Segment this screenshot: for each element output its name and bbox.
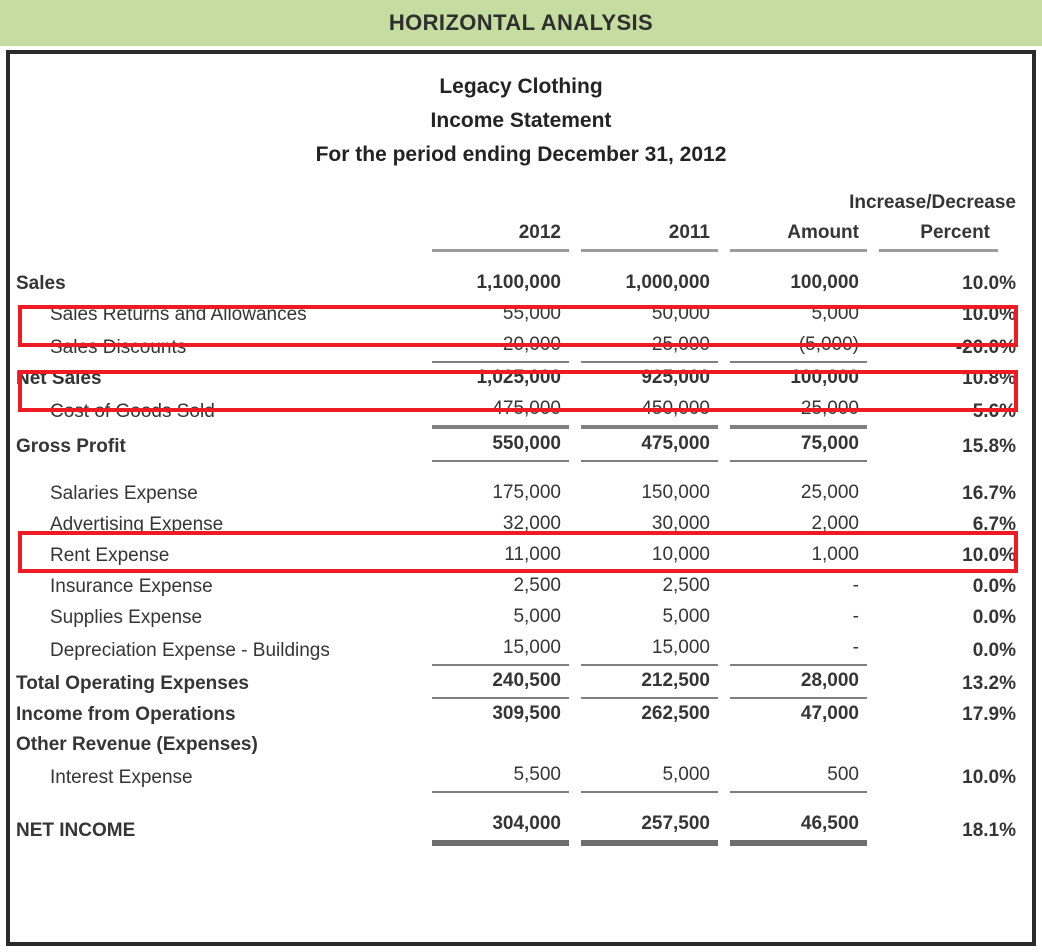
row-value-2011: [569, 760, 718, 793]
row-value-2011: [569, 363, 718, 394]
table-row: [16, 363, 1016, 394]
row-value-2012-text: 304,000: [432, 809, 569, 846]
column-header-2012: [420, 218, 569, 252]
row-value-2011-text: 150,000: [641, 482, 710, 503]
report-title: Income Statement: [430, 109, 612, 132]
column-header-percent-label: Percent: [879, 218, 998, 252]
row-value-amount-text: 5,000: [811, 303, 859, 324]
row-label: Interest Expense: [50, 767, 193, 788]
row-value-amount: [718, 363, 867, 394]
report-period: For the period ending December 31, 2012: [315, 143, 727, 166]
row-value-2011-text: 5,000: [581, 760, 718, 793]
table-row: [16, 809, 1016, 846]
row-value-2012-text: 309,500: [492, 703, 561, 724]
row-value-amount: [718, 571, 867, 602]
row-value-2012-text: 5,500: [432, 760, 569, 793]
spacer-row: [16, 172, 1016, 188]
row-value-percent: 6.7%: [972, 514, 1016, 535]
row-value-amount: [718, 427, 867, 462]
row-value-2011: [569, 571, 718, 602]
row-value-2012-text: 550,000: [432, 427, 569, 462]
table-body: [16, 172, 1016, 268]
row-value-percent: -20.0%: [955, 337, 1016, 358]
row-value-2011-text: 1,000,000: [625, 272, 710, 293]
data-rows-body: [16, 268, 1016, 846]
income-statement-table: [16, 172, 1016, 846]
row-value-2011-text: 262,500: [641, 703, 710, 724]
row-value-2012-text: 11,000: [504, 544, 561, 565]
row-value-amount-text: -: [852, 606, 859, 627]
row-value-2011: [569, 268, 718, 299]
row-value-2012: [420, 427, 569, 462]
table-row: [16, 299, 1016, 330]
row-value-percent: 17.9%: [962, 704, 1016, 725]
row-value-percent: 10.0%: [962, 545, 1016, 566]
row-value-2011: [569, 633, 718, 666]
row-value-2011: [569, 666, 718, 699]
row-value-percent: 10.0%: [962, 304, 1016, 325]
row-value-2012-text: 1,100,000: [476, 272, 561, 293]
row-value-2012: [420, 809, 569, 846]
row-value-2012-text: 175,000: [492, 482, 561, 503]
column-header-amount-label: Amount: [730, 218, 867, 252]
row-value-amount: [718, 809, 867, 846]
row-value-amount: [718, 394, 867, 427]
row-value-amount-text: -: [730, 633, 867, 666]
row-value-2011: [569, 478, 718, 509]
row-value-2011: [569, 299, 718, 330]
row-value-2012-text: 32,000: [502, 513, 561, 534]
row-value-2012: [420, 268, 569, 299]
table-row: [16, 509, 1016, 540]
row-value-percent: 15.8%: [962, 436, 1016, 457]
table-row: [16, 666, 1016, 699]
row-value-amount: [718, 330, 867, 363]
column-header-2012-label: 2012: [432, 218, 569, 252]
row-value-amount: [718, 699, 867, 730]
table-row: [16, 540, 1016, 571]
row-label: Sales: [16, 273, 66, 294]
table-row: [16, 268, 1016, 299]
row-value-percent: 5.6%: [972, 401, 1016, 422]
row-value-2012: [420, 540, 569, 571]
row-value-2012: [420, 730, 569, 760]
row-label: NET INCOME: [16, 820, 136, 841]
row-value-2012: [420, 299, 569, 330]
row-value-2011-text: 450,000: [581, 394, 718, 427]
table-row: [16, 730, 1016, 760]
row-value-amount: [718, 299, 867, 330]
row-value-amount-text: 1,000: [811, 544, 859, 565]
row-label: Cost of Goods Sold: [50, 401, 215, 422]
table-row: [16, 394, 1016, 427]
row-label: Depreciation Expense - Buildings: [50, 640, 330, 661]
row-value-2012: [420, 666, 569, 699]
row-value-amount-text: 25,000: [730, 394, 867, 427]
row-value-percent: 0.0%: [972, 607, 1016, 628]
statement-heading: [10, 54, 1032, 172]
row-value-2011-text: 50,000: [651, 303, 710, 324]
row-value-2012: [420, 602, 569, 633]
row-value-2011-text: 212,500: [581, 666, 718, 699]
row-value-2011-text: 475,000: [581, 427, 718, 462]
row-value-2012: [420, 633, 569, 666]
row-value-percent: 13.2%: [962, 673, 1016, 694]
column-header-row: [16, 218, 1016, 252]
row-label: Advertising Expense: [50, 514, 224, 535]
row-value-amount: [718, 478, 867, 509]
statement-frame: [6, 50, 1036, 946]
banner-title: HORIZONTAL ANALYSIS: [388, 10, 654, 35]
row-value-2012: [420, 571, 569, 602]
row-value-2012-text: 2,500: [513, 575, 561, 596]
row-value-2012-text: 475,000: [432, 394, 569, 427]
row-value-2012: [420, 330, 569, 363]
row-value-2012: [420, 363, 569, 394]
row-value-2012-text: 55,000: [502, 303, 561, 324]
row-label: Sales Returns and Allowances: [50, 304, 307, 325]
group-header-row: [16, 188, 1016, 218]
table-row: [16, 478, 1016, 509]
table-row: [16, 699, 1016, 730]
row-value-amount-text: -: [852, 575, 859, 596]
row-value-2011: [569, 540, 718, 571]
row-value-amount-text: (5,000): [730, 330, 867, 363]
increase-decrease-header: Increase/Decrease: [849, 192, 1016, 213]
row-label: Gross Profit: [16, 436, 126, 457]
row-label: Sales Discounts: [50, 337, 187, 358]
row-value-2012-text: 15,000: [432, 633, 569, 666]
row-value-2011-text: 5,000: [662, 606, 710, 627]
row-value-2011: [569, 730, 718, 760]
table-row: [16, 571, 1016, 602]
row-value-2011: [569, 330, 718, 363]
column-header-percent: [867, 218, 1016, 252]
row-value-amount-text: 28,000: [730, 666, 867, 699]
row-value-2011: [569, 699, 718, 730]
spacer-row: [16, 462, 1016, 478]
row-value-2012: [420, 478, 569, 509]
row-value-2012-text: 240,500: [432, 666, 569, 699]
row-value-percent: [867, 730, 1016, 760]
column-header-2011: [569, 218, 718, 252]
spacer-row: [16, 793, 1016, 809]
row-value-amount-text: 100,000: [790, 367, 859, 388]
table-row: [16, 427, 1016, 462]
row-value-2011: [569, 602, 718, 633]
row-value-amount: [718, 730, 867, 760]
column-header-blank: [16, 218, 420, 252]
group-header-spacer-2012: [420, 188, 569, 218]
row-value-2011: [569, 394, 718, 427]
row-value-amount-text: 2,000: [811, 513, 859, 534]
row-value-2012: [420, 760, 569, 793]
row-value-amount-text: 100,000: [790, 272, 859, 293]
row-value-2011-text: 10,000: [651, 544, 710, 565]
row-value-percent: 10.0%: [962, 273, 1016, 294]
row-label: Insurance Expense: [50, 576, 213, 597]
table-row: [16, 633, 1016, 666]
table-row: [16, 602, 1016, 633]
row-value-2012-text: 5,000: [513, 606, 561, 627]
group-header-spacer: [16, 188, 420, 218]
row-label: Other Revenue (Expenses): [16, 734, 258, 755]
row-value-amount: [718, 602, 867, 633]
row-value-amount-text: 47,000: [800, 703, 859, 724]
row-value-amount-text: 25,000: [800, 482, 859, 503]
row-label: Income from Operations: [16, 704, 236, 725]
row-label: Rent Expense: [50, 545, 170, 566]
row-value-2011-text: 25,000: [581, 330, 718, 363]
row-value-amount: [718, 268, 867, 299]
banner: [0, 0, 1042, 46]
row-value-2011: [569, 509, 718, 540]
row-label: Salaries Expense: [50, 483, 198, 504]
company-name: Legacy Clothing: [439, 75, 603, 98]
row-value-2011: [569, 809, 718, 846]
row-value-percent: 0.0%: [972, 576, 1016, 597]
table-row: [16, 760, 1016, 793]
spacer-row-2: [16, 252, 1016, 268]
row-value-2011-text: 15,000: [581, 633, 718, 666]
row-value-amount: [718, 509, 867, 540]
row-value-amount: [718, 666, 867, 699]
row-value-2011-text: 257,500: [581, 809, 718, 846]
row-value-amount: [718, 540, 867, 571]
row-value-2011: [569, 427, 718, 462]
row-value-amount-text: 500: [730, 760, 867, 793]
row-value-amount-text: 46,500: [730, 809, 867, 846]
column-header-2011-label: 2011: [581, 218, 718, 252]
row-value-2011-text: 2,500: [662, 575, 710, 596]
row-value-2012-text: 20,000: [432, 330, 569, 363]
row-label: Supplies Expense: [50, 607, 203, 628]
row-label: Total Operating Expenses: [16, 673, 249, 694]
row-value-percent: 16.7%: [962, 483, 1016, 504]
row-value-amount-text: 75,000: [730, 427, 867, 462]
row-label: Net Sales: [16, 368, 102, 389]
column-header-amount: [718, 218, 867, 252]
row-value-percent: 10.8%: [962, 368, 1016, 389]
row-value-amount: [718, 760, 867, 793]
row-value-2011-text: 925,000: [641, 367, 710, 388]
group-header-spacer-2011: [569, 188, 718, 218]
row-value-percent: 10.0%: [962, 767, 1016, 788]
table-row: [16, 330, 1016, 363]
row-value-2012-text: 1,025,000: [476, 367, 561, 388]
row-value-2011-text: 30,000: [651, 513, 710, 534]
row-value-2012: [420, 394, 569, 427]
row-value-percent: 0.0%: [972, 640, 1016, 661]
row-value-2012: [420, 509, 569, 540]
row-value-percent: 18.1%: [962, 820, 1016, 841]
row-value-2012: [420, 699, 569, 730]
row-value-amount: [718, 633, 867, 666]
